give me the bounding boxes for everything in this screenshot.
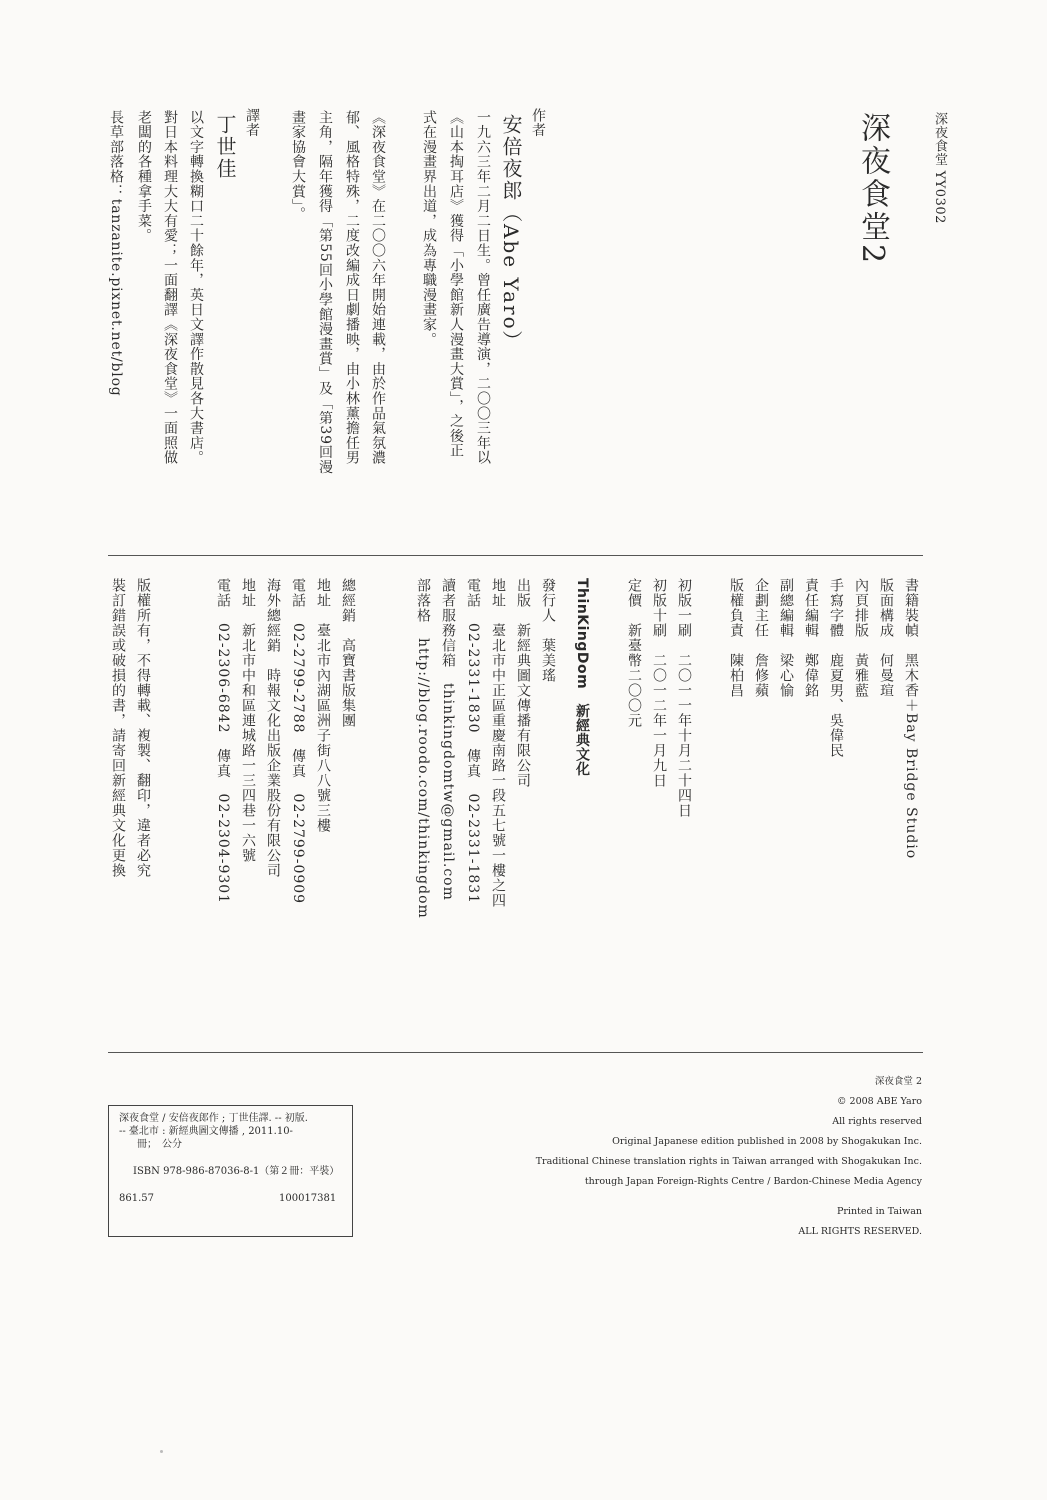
translator-bio-line: 以文字轉換糊口二十餘年，英日文譯作散見各大書店。 [188,110,204,466]
credit-line [853,578,868,698]
credit-line [903,578,918,859]
credit-value: 黃雅藍 [853,653,869,698]
translator-name: 丁世佳 [213,114,237,180]
cip-class-number: 861.57 [119,1193,154,1204]
rights-line: Original Japanese edition published in 2008 by Shogakukan Inc. [612,1136,922,1147]
credit-label: 版權負責 [728,578,744,638]
credit-label: 版面構成 [878,578,894,638]
credit-value: 黑木香＋Bay Bridge Studio [903,653,919,860]
distribution-line: 總經銷 高寶書版集團 [340,578,356,728]
author-bio-line: 畫家協會大賞」。 [290,110,306,222]
credit-label: 書籍裝幀 [903,578,919,638]
logo-chinese: 新經典文化 [574,703,590,777]
divider [108,555,923,556]
edition-label: 定價 [626,578,642,608]
distribution-line: 電話 02-2799-2788 傳真 02-2799-0909 [290,578,306,905]
divider [108,1052,923,1053]
translator-bio-line: 對日本料理大大有愛；一面翻譯《深夜食堂》一面照做 [162,110,178,466]
logo-text: ThinKingDom [574,578,590,690]
author-bio-line: 《深夜食堂》在二〇〇六年開始連載，由於作品氣氛濃 [370,110,386,466]
credit-value: 鹿夏男、吳偉民 [828,653,844,758]
rights-line: All rights reserved [832,1116,922,1127]
credit-value: 梁心愉 [778,653,794,698]
credit-value: 鄭偉銘 [803,653,819,698]
credit-value: 陳柏昌 [728,653,744,698]
book-title: 深夜食堂2 [855,112,890,267]
credit-line [753,578,768,698]
credit-line [728,578,743,698]
translator-bio-line: 老闆的各種拿手菜。 [136,110,152,244]
printed-block [798,1202,922,1242]
edition-value: 新臺幣二〇〇元 [626,623,642,728]
cip-line: 冊； 公分 [137,1139,182,1150]
rights-line: © 2008 ABE Yaro [837,1096,922,1107]
author-bio-line: 《山本掏耳店》獲得「小學館新人漫畫大賞」，之後正 [448,110,464,459]
cip-isbn: ISBN 978-986-87036-8-1（第２冊：平裝） [133,1166,340,1177]
rights-block [536,1072,922,1192]
cip-line: -- 臺北市 : 新經典圖文傳播 , 2011.10- [119,1126,293,1137]
publisher-line: 發行人 葉美瑤 [540,578,556,683]
edition-line [651,578,666,788]
series-code: 深夜食堂 YY0302 [932,112,947,224]
publisher-line: 地址 臺北市中正區重慶南路一段五七號一樓之四 [490,578,506,908]
publisher-logo [574,578,589,776]
distribution-line: 電話 02-2306-6842 傳真 02-2304-9301 [215,578,231,905]
cip-line: 深夜食堂 / 安倍夜郎作 ; 丁世佳譯. -- 初版. [119,1113,308,1124]
rights-line: Traditional Chinese translation rights in Taiwan arranged with Shogakukan Inc. [535,1156,922,1167]
publisher-line: 出版 新經典圖文傳播有限公司 [515,578,531,788]
credit-value: 何曼瑄 [878,653,894,698]
author-bio-line: 郁、風格特殊，二度改編成日劇播映，由小林薰擔任男 [344,110,360,466]
cip-record-number: 100017381 [279,1193,337,1204]
rights-line: ALL RIGHTS RESERVED. [798,1226,922,1237]
publisher-line: 部落格 http://blog.roodo.com/thinkingdom [415,578,431,919]
credit-label: 責任編輯 [803,578,819,638]
edition-line [626,578,641,728]
rights-line: Printed in Taiwan [836,1206,922,1217]
distribution-line: 地址 臺北市內湖區洲子街八八號三樓 [315,578,331,833]
edition-line [676,578,691,818]
credit-line [828,578,843,758]
edition-value: 二〇一二年一月九日 [651,653,667,788]
translator-bio-line: 長草部落格：tanzanite.pixnet.net/blog [108,110,124,397]
author-bio-line: 一九六三年二月二日生。曾任廣告導演，二〇〇三年以 [475,110,491,466]
copyright-notice: 裝訂錯誤或破損的書，請寄回新經典文化更換 [110,578,126,878]
copyright-notice: 版權所有，不得轉載、複製、翻印，違者必究 [135,578,151,878]
rights-line: through Japan Foreign-Rights Centre / Bardon-Chinese Media Agency [584,1176,922,1187]
edition-label: 初版一刷 [676,578,692,638]
credit-label: 企劃主任 [753,578,769,638]
author-heading: 作者 [530,108,546,137]
credit-label: 副總編輯 [778,578,794,638]
author-name: 安倍夜郎（Abe Yaro） [499,114,523,353]
distribution-line: 地址 新北市中和區連城路一三四巷一六號 [240,578,256,863]
publisher-line: 讀者服務信箱 thinkingdomtw@gmail.com [440,578,456,901]
cip-box [108,1105,353,1237]
edition-value: 二〇一一年十月二十四日 [676,653,692,818]
credit-line [778,578,793,698]
credit-line [878,578,893,698]
edition-label: 初版十刷 [651,578,667,638]
credit-label: 內頁排版 [853,578,869,638]
distribution-line: 海外總經銷 時報文化出版企業股份有限公司 [265,578,281,878]
credit-label: 手寫字體 [828,578,844,638]
publisher-line: 電話 02-2331-1830 傳真 02-2331-1831 [465,578,481,905]
author-bio-line: 式在漫畫界出道，成為專職漫畫家。 [421,110,437,347]
translator-heading: 譯者 [244,108,260,137]
speck [160,1450,163,1453]
rights-line: 深夜食堂 2 [874,1076,922,1087]
credit-value: 詹修蘋 [753,653,769,698]
author-bio-line: 主角，隔年獲得「第55回小學館漫畫賞」及「第39回漫 [317,110,333,475]
credit-line [803,578,818,698]
